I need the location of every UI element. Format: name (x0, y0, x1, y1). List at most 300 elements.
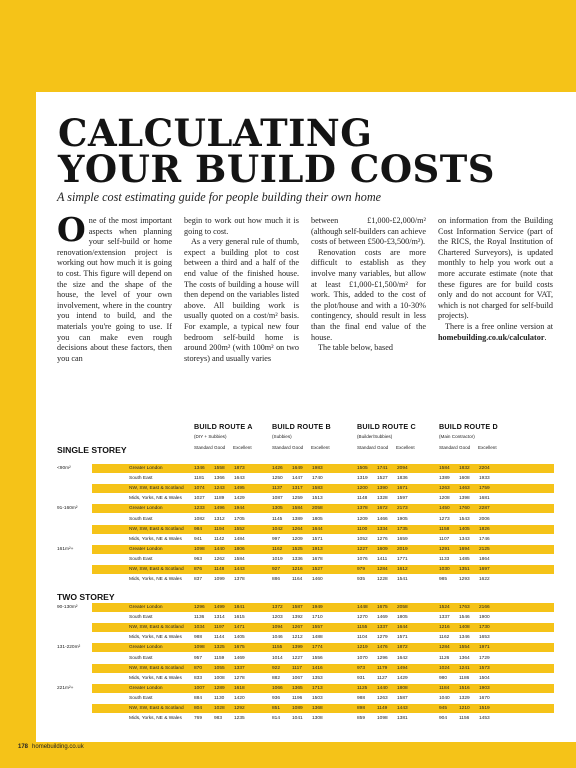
cost-value: 2287 (479, 506, 490, 512)
cost-value: 1808 (397, 685, 408, 691)
cost-value: 1524 (439, 605, 450, 610)
single-table-row (92, 545, 554, 554)
cost-value: 2094 (397, 466, 408, 471)
cost-value: 904 (439, 716, 448, 722)
quality-header: Good (377, 445, 389, 450)
single-table-row (92, 525, 554, 534)
cost-value: 1675 (377, 605, 388, 610)
cost-value: 1710 (312, 615, 323, 621)
cost-value: 1337 (439, 615, 450, 621)
cost-value: 1216 (439, 625, 450, 631)
cost-value: 1343 (459, 536, 470, 542)
page-number: 178 (18, 744, 29, 750)
two-table-row (92, 674, 554, 683)
cost-value: 1074 (194, 486, 205, 492)
body-column-2 (184, 216, 299, 391)
cost-value: 1571 (312, 536, 323, 542)
body-column-1 (57, 210, 172, 391)
title-line-2: YOUR BUILD COSTS (58, 147, 496, 191)
calculator-link[interactable]: homebuilding.co.uk/calculator (438, 332, 545, 342)
cost-value: 1872 (397, 645, 408, 651)
route-subheader: (Builder/Subbies) (357, 434, 393, 439)
cost-value: 1019 (272, 556, 283, 562)
single-table-row (92, 464, 554, 473)
cost-value: 1210 (459, 706, 470, 711)
single-size-label: 161m²+ (57, 546, 74, 552)
cost-value: 1162 (272, 546, 283, 552)
cost-value: 1042 (272, 526, 283, 532)
two-size-label: 131-220m² (57, 645, 81, 651)
cost-value: 1197 (214, 625, 225, 631)
quality-header: Standard (272, 445, 291, 450)
region-name: NW, SW, East & Scotland (129, 567, 184, 572)
cost-value: 1270 (357, 615, 368, 621)
cost-value: 1440 (377, 685, 388, 691)
cost-value: 1136 (194, 615, 205, 621)
cost-value: 1227 (357, 546, 368, 552)
cost-value: 1573 (479, 665, 490, 671)
region-name: Greater London (129, 685, 163, 691)
cost-value: 1279 (377, 635, 388, 641)
cost-value: 1649 (292, 466, 303, 471)
cost-value: 1227 (292, 655, 303, 661)
cost-value: 1681 (479, 496, 490, 502)
cost-value: 1584 (234, 556, 245, 562)
cost-value: 2019 (397, 546, 408, 552)
cost-value: 1082 (194, 516, 205, 522)
cost-value: 1618 (234, 685, 245, 691)
subtitle: A simple cost estimating guide for people building their own home (57, 190, 382, 204)
cost-value: 1189 (214, 496, 225, 502)
cost-value: 1378 (234, 577, 245, 583)
cost-value: 1450 (439, 506, 450, 512)
region-name: Mids, Yorks, NE & Wales (129, 635, 182, 641)
cost-value: 1597 (397, 496, 408, 502)
cost-value: 1263 (377, 695, 388, 701)
route-subheader: (Subbies) (272, 434, 292, 439)
region-name: Greater London (129, 466, 163, 471)
cost-value: 2173 (397, 506, 408, 512)
cost-value: 1443 (234, 567, 245, 572)
cost-value: 935 (357, 577, 366, 583)
cost-value: 1556 (312, 655, 323, 661)
cost-value: 1516 (459, 685, 470, 691)
cost-value: 1525 (292, 546, 303, 552)
col4-para-2-text: There is a free online version at (445, 321, 553, 331)
cost-value: 1476 (377, 645, 388, 651)
cost-value: 1087 (272, 496, 283, 502)
cost-value: 1587 (292, 605, 303, 610)
cost-value: 1156 (459, 716, 470, 722)
cost-value: 936 (272, 695, 281, 701)
cost-value: 1186 (459, 675, 470, 681)
cost-value: 1276 (377, 536, 388, 542)
cost-value: 804 (194, 706, 203, 711)
cost-value: 1643 (234, 476, 245, 482)
cost-value: 1900 (479, 615, 490, 621)
cost-value: 1405 (459, 526, 470, 532)
cost-value: 1314 (214, 615, 225, 621)
quality-header: Excellent (233, 445, 252, 450)
region-name: South East (129, 516, 153, 522)
cost-value: 884 (194, 695, 203, 701)
cost-value: 997 (272, 536, 281, 542)
cost-value: 1558 (214, 466, 225, 471)
cost-value: 1319 (357, 476, 368, 482)
cost-value: 1826 (479, 526, 490, 532)
cost-value: 1291 (439, 546, 450, 552)
cost-value: 1771 (397, 556, 408, 562)
cost-value: 1353 (312, 675, 323, 681)
cost-value: 1729 (479, 655, 490, 661)
cost-value: 1389 (439, 476, 450, 482)
cost-value: 1678 (312, 556, 323, 562)
cost-value: 1694 (459, 546, 470, 552)
cost-value: 1983 (312, 466, 323, 471)
region-name: South East (129, 695, 153, 701)
cost-value: 1571 (397, 635, 408, 641)
cost-value: 1289 (214, 685, 225, 691)
cost-value: 1832 (459, 466, 470, 471)
cost-value: 2006 (479, 516, 490, 522)
page-title (58, 111, 496, 191)
single-table-row (92, 515, 554, 524)
route-subheader: (Main Contractor) (439, 434, 475, 439)
quality-header: Excellent (478, 445, 497, 450)
two-table-row (92, 643, 554, 652)
cost-value: 1557 (312, 625, 323, 631)
route-header: BUILD ROUTE C (357, 422, 416, 431)
cost-value: 1144 (214, 635, 225, 641)
cost-value: 1055 (214, 665, 225, 671)
col3-para-2: Renovation costs are more difficult to establish as they involve many variables, but allow at least £1,000-£1,500/m² for work. This, added to the cost of the plot/house and with a 10-30% contingency, should result in less than the final end value of the house. (311, 247, 426, 342)
cost-value: 1098 (194, 546, 205, 552)
cost-value: 1485 (459, 556, 470, 562)
quality-header: Standard (194, 445, 213, 450)
cost-value: 1041 (292, 716, 303, 722)
cost-value: 1133 (439, 556, 450, 562)
cost-value: 1164 (292, 577, 303, 583)
two-table-row (92, 623, 554, 632)
cost-value: 1608 (459, 476, 470, 482)
cost-value: 1471 (234, 625, 245, 631)
region-name: Greater London (129, 506, 163, 512)
cost-value: 1584 (439, 466, 450, 471)
cost-value: 1443 (397, 706, 408, 711)
cost-value: 1416 (312, 665, 323, 671)
cost-value: 1040 (439, 695, 450, 701)
cost-value: 1308 (312, 716, 323, 722)
article-page (36, 92, 576, 742)
cost-value: 1278 (234, 675, 245, 681)
cost-value: 1228 (377, 577, 388, 583)
cost-value: 1046 (272, 635, 283, 641)
cost-value: 1142 (214, 536, 225, 542)
cost-value: 927 (272, 567, 281, 572)
cost-value: 1034 (194, 625, 205, 631)
cost-value: 1241 (459, 665, 470, 671)
cost-value: 1527 (377, 476, 388, 482)
cost-value: 1903 (479, 685, 490, 691)
cost-value: 1469 (234, 655, 245, 661)
region-name: South East (129, 476, 153, 482)
cost-value: 1659 (397, 536, 408, 542)
region-name: Mids, Yorks, NE & Wales (129, 536, 182, 542)
cost-value: 1763 (459, 605, 470, 610)
cost-value: 1089 (292, 706, 303, 711)
cost-value: 1212 (292, 635, 303, 641)
region-name: South East (129, 556, 153, 562)
cost-value: 1495 (234, 486, 245, 492)
quality-header: Standard (357, 445, 376, 450)
cost-value: 1554 (459, 645, 470, 651)
cost-value: 1389 (292, 516, 303, 522)
quality-header: Good (459, 445, 471, 450)
cost-value: 1740 (312, 476, 323, 482)
cost-value: 1100 (357, 526, 368, 532)
cost-value: 1519 (479, 706, 490, 711)
cost-value: 1760 (459, 506, 470, 512)
footer-site: homebuilding.co.uk (32, 744, 84, 750)
title-line-1: CALCULATING (58, 111, 373, 155)
cost-value: 1615 (234, 615, 245, 621)
cost-value: 1262 (214, 556, 225, 562)
cost-value: 1496 (214, 506, 225, 512)
cost-value: 979 (357, 567, 366, 572)
cost-value: 1392 (292, 615, 303, 621)
two-table-row (92, 654, 554, 663)
cost-value: 1513 (312, 496, 323, 502)
cost-value: 833 (194, 675, 203, 681)
cost-value: 1933 (479, 476, 490, 482)
cost-value: 1346 (459, 635, 470, 641)
quality-header: Excellent (396, 445, 415, 450)
cost-value: 1127 (377, 675, 388, 681)
cost-value: 876 (194, 567, 203, 572)
cost-value: 1263 (439, 486, 450, 492)
cost-value: 1293 (459, 577, 470, 583)
cost-value: 1312 (214, 516, 225, 522)
two-size-label: 221m²+ (57, 685, 74, 691)
cost-value: 1741 (377, 466, 388, 471)
cost-value: 1368 (312, 706, 323, 711)
cost-value: 1971 (479, 645, 490, 651)
region-name: NW, SW, East & Scotland (129, 625, 184, 631)
cost-value: 1328 (377, 496, 388, 502)
two-table-row (92, 603, 554, 612)
quality-header: Excellent (311, 445, 330, 450)
cost-value: 973 (357, 665, 366, 671)
cost-value: 1264 (292, 526, 303, 532)
two-storey-heading: TWO STOREY (57, 592, 115, 602)
cost-value: 1235 (234, 716, 245, 722)
cost-value: 1552 (234, 526, 245, 532)
cost-value: 1671 (397, 486, 408, 492)
cost-value: 1670 (479, 695, 490, 701)
cost-value: 988 (194, 635, 203, 641)
cost-value: 1126 (439, 655, 450, 661)
region-name: South East (129, 615, 153, 621)
cost-value: 957 (194, 655, 203, 661)
two-table-row (92, 694, 554, 703)
cost-value: 1179 (377, 665, 388, 671)
col4-para-2 (438, 322, 553, 343)
cost-value: 859 (357, 716, 366, 722)
cost-value: 1159 (214, 655, 225, 661)
cost-value: 2204 (479, 466, 490, 471)
region-name: Mids, Yorks, NE & Wales (129, 675, 182, 681)
two-table-row (92, 714, 554, 723)
region-name: NW, SW, East & Scotland (129, 665, 184, 671)
cost-value: 1366 (214, 476, 225, 482)
cost-value: 1196 (292, 695, 303, 701)
single-table-row (92, 484, 554, 493)
cost-value: 1104 (357, 635, 368, 641)
cost-value: 1488 (312, 635, 323, 641)
cost-value: 1208 (439, 496, 450, 502)
cost-value: 1420 (234, 695, 245, 701)
cost-value: 1675 (234, 645, 245, 651)
cost-value: 1209 (357, 516, 368, 522)
cost-value: 1250 (272, 476, 283, 482)
single-table-row (92, 474, 554, 483)
cost-value: 1337 (234, 665, 245, 671)
two-size-label: 90-130m² (57, 605, 78, 610)
drop-cap: O (57, 210, 86, 249)
cost-value: 1334 (377, 526, 388, 532)
cost-value: 1273 (439, 516, 450, 522)
cost-value: 1378 (357, 506, 368, 512)
cost-value: 1503 (312, 695, 323, 701)
cost-value: 1098 (194, 645, 205, 651)
cost-value: 1949 (312, 605, 323, 610)
region-name: South East (129, 655, 153, 661)
region-name: NW, SW, East & Scotland (129, 486, 184, 492)
cost-value: 1713 (312, 685, 323, 691)
cost-value: 1447 (292, 476, 303, 482)
cost-value: 1913 (312, 546, 323, 552)
cost-value: 1067 (292, 675, 303, 681)
cost-value: 1267 (292, 625, 303, 631)
cost-value: 1609 (377, 546, 388, 552)
cost-value: 1024 (439, 665, 450, 671)
cost-value: 1243 (214, 486, 225, 492)
cost-value: 1584 (292, 506, 303, 512)
cost-value: 1117 (292, 665, 302, 671)
cost-value: 1705 (234, 516, 245, 522)
cost-value: 1148 (357, 496, 368, 502)
cost-value: 1805 (312, 516, 323, 522)
cost-value: 1284 (377, 567, 388, 572)
cost-value: 886 (272, 577, 281, 583)
cost-value: 837 (194, 577, 203, 583)
cost-value: 1466 (377, 516, 388, 522)
cost-value: 1653 (479, 635, 490, 641)
cost-value: 1644 (397, 625, 408, 631)
col4-para-1: on information from the Building Cost Information Service (part of the RICS, the Royal Institution of Chartered Surveyors), is updated monthly to help you work out a more accurate estimate (note that these figures are for build costs only and do not account for VAT, which is not charged for self-build projects). (438, 216, 553, 321)
cost-value: 1499 (214, 605, 225, 610)
cost-value: 1730 (479, 625, 490, 631)
cost-value: 1296 (377, 655, 388, 661)
cost-value: 1137 (272, 486, 283, 492)
cost-value: 1014 (272, 655, 283, 661)
cost-value: 1398 (459, 496, 470, 502)
cost-value: 1644 (312, 526, 323, 532)
cost-value: 769 (194, 716, 203, 722)
cost-value: 2058 (397, 605, 408, 610)
cost-value: 1583 (312, 486, 323, 492)
two-table-row (92, 684, 554, 693)
cost-value: 1336 (292, 556, 303, 562)
cost-value: 988 (357, 695, 366, 701)
cost-value: 1030 (439, 567, 450, 572)
cost-value: 2058 (312, 506, 323, 512)
region-name: NW, SW, East & Scotland (129, 526, 184, 532)
single-storey-heading: SINGLE STOREY (57, 445, 127, 455)
cost-value: 1130 (214, 695, 225, 701)
cost-value: 1145 (272, 516, 283, 522)
cost-value: 898 (357, 706, 366, 711)
single-size-label: 91-160m² (57, 506, 78, 512)
route-header: BUILD ROUTE A (194, 422, 253, 431)
cost-value: 1429 (397, 675, 408, 681)
quality-header: Good (292, 445, 304, 450)
single-table-row (92, 565, 554, 574)
cost-value: 1219 (357, 645, 368, 651)
cost-value: 1155 (357, 625, 368, 631)
cost-value: 1098 (377, 716, 388, 722)
col4-para-2-end: . (544, 332, 547, 342)
cost-value: 1125 (357, 685, 368, 691)
cost-value: 1027 (194, 496, 205, 502)
route-header: BUILD ROUTE B (272, 422, 331, 431)
cost-value: 922 (272, 665, 281, 671)
cost-value: 870 (194, 665, 203, 671)
cost-value: 1440 (214, 546, 225, 552)
cost-value: 1836 (397, 476, 408, 482)
cost-value: 1411 (377, 556, 388, 562)
cost-value: 963 (194, 556, 203, 562)
cost-value: 1209 (292, 536, 303, 542)
cost-value: 1296 (194, 605, 205, 610)
cost-value: 1622 (479, 577, 490, 583)
cost-value: 1259 (292, 496, 303, 502)
cost-value: 1162 (439, 635, 450, 641)
route-header: BUILD ROUTE D (439, 422, 498, 431)
cost-value: 1448 (357, 605, 368, 610)
single-table-row (92, 555, 554, 564)
cost-value: 1697 (479, 567, 490, 572)
cost-value: 985 (439, 577, 448, 583)
cost-value: 1484 (234, 536, 245, 542)
cost-value: 1905 (397, 516, 408, 522)
cost-value: 931 (357, 675, 366, 681)
cost-value: 1642 (397, 655, 408, 661)
cost-value: 1233 (194, 506, 205, 512)
body-column-3 (311, 216, 426, 391)
cost-value: 1504 (479, 675, 490, 681)
cost-value: 1399 (292, 645, 303, 651)
single-size-label: <90m² (57, 466, 71, 471)
cost-value: 1505 (357, 466, 368, 471)
cost-value: 1216 (292, 567, 303, 572)
region-name: Mids, Yorks, NE & Wales (129, 716, 182, 722)
article-body (57, 210, 557, 391)
quality-header: Good (214, 445, 226, 450)
cost-value: 1453 (479, 716, 490, 722)
cost-value: 1148 (214, 567, 225, 572)
cost-value: 1364 (459, 655, 470, 661)
